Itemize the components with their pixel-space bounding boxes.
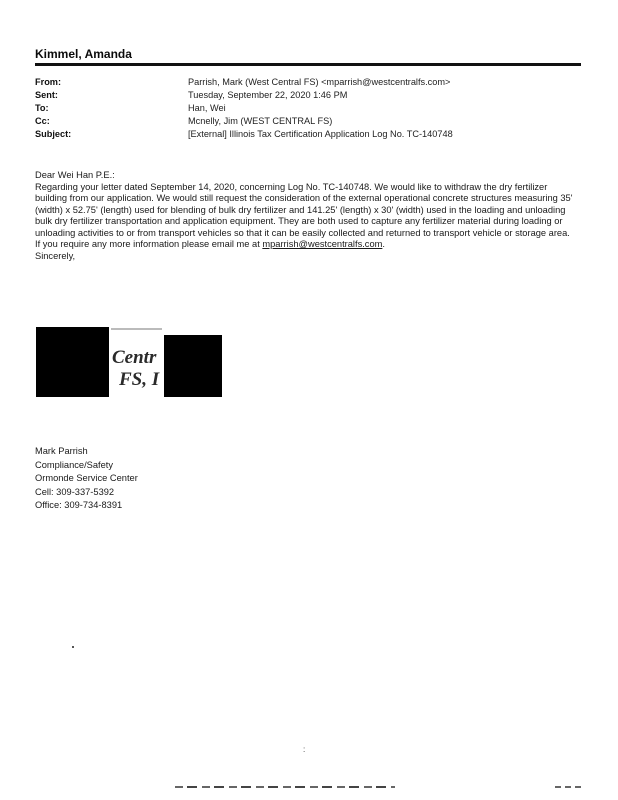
to-value: Han, Wei [188, 103, 226, 113]
contact-suffix: . [382, 239, 385, 249]
contact-email-link[interactable]: mparrish@westcentralfs.com [262, 239, 383, 249]
signature-name: Mark Parrish [35, 446, 88, 456]
body-paragraph: Regarding your letter dated September 14, 2020, concerning Log No. TC-140748. We would like to withdraw the dry fertilizer building from our application. We would still request the consideration of the external operational concrete structures measuring 35' (width) x 52.75' (length) used for blending of bulk dry fertilizer and 141.25' (length) x 30' (width) used in the loading and unloading bulk dry fertilizer transportation and application equipment. They are both used to capture any fertilizer material during loading or unloading activities to or from transport vehicles so that it can be easily collected and returned to transport vehicle or storage area. [35, 181, 573, 238]
greeting: Dear Wei Han P.E.: [35, 170, 115, 180]
logo-text-line2: FS, I [119, 369, 160, 390]
email-from-row [35, 76, 595, 89]
signature-office: Office: 309-734-8391 [35, 500, 123, 510]
from-label: From: [35, 77, 62, 87]
closing: Sincerely, [35, 250, 76, 261]
contact-prefix: If you require any more information please email me at [35, 239, 263, 249]
email-body [35, 170, 580, 262]
subject-value: [External] Illinois Tax Certification Application Log No. TC-140748 [188, 129, 453, 139]
footer-scan-artifact [175, 786, 395, 788]
email-cc-row [35, 115, 595, 128]
contact-line [35, 239, 580, 251]
cc-label: Cc: [35, 116, 50, 126]
email-to-row [35, 102, 595, 115]
sent-label: Sent: [35, 90, 58, 100]
cc-value: Mcnelly, Jim (WEST CENTRAL FS) [188, 116, 333, 126]
email-subject-row [35, 128, 595, 141]
signature-title: Compliance/Safety [35, 459, 114, 470]
footer-scan-artifact-right [555, 786, 585, 788]
redaction-box-left [36, 327, 109, 397]
logo-image [109, 325, 164, 397]
subject-label: Subject: [35, 129, 72, 139]
scan-speck [72, 646, 74, 648]
header-divider [35, 63, 581, 66]
from-value: Parrish, Mark (West Central FS) <mparrish@westcentralfs.com> [188, 77, 451, 87]
signature-block [35, 445, 138, 513]
to-label: To: [35, 103, 49, 113]
redaction-box-right [164, 335, 222, 397]
page-mark: : [303, 745, 306, 754]
logo-text-line1: Centr [112, 347, 157, 368]
document-owner-name: Kimmel, Amanda [35, 47, 132, 61]
signature-location: Ormonde Service Center [35, 473, 138, 483]
email-sent-row [35, 89, 595, 102]
sent-value: Tuesday, September 22, 2020 1:46 PM [188, 90, 348, 100]
signature-cell: Cell: 309-337-5392 [35, 486, 115, 497]
company-logo-redacted [36, 325, 222, 397]
